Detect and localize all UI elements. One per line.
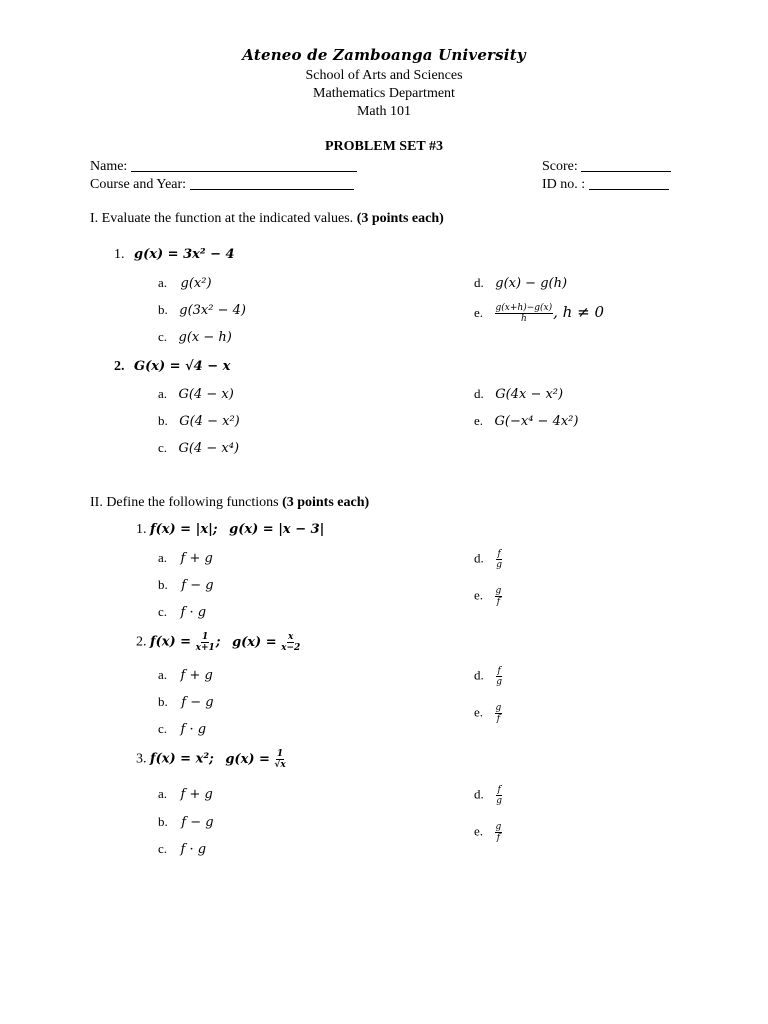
q1-item-e: e. $\frac{g(x+h)-g(x)}{h}$ , h ≠ 0 bbox=[474, 303, 604, 325]
q1-item-c: c. g(x − h) bbox=[158, 329, 232, 345]
page-title: PROBLEM SET #3 bbox=[325, 139, 443, 154]
part1-heading: I. Evaluate the function at the indicated values. (3 points each) bbox=[90, 211, 444, 226]
department-name: Mathematics Department bbox=[313, 86, 455, 101]
p2q2-item-d: d. $\frac{f}{g}$ bbox=[474, 666, 503, 687]
q2-number: 2. bbox=[114, 359, 125, 374]
part2-q2: 2. f(x) = $\frac{1}{x+1}$ ; g(x) = $\frac{x}{x-2}$ bbox=[136, 632, 301, 653]
p2q3-item-d: d. $\frac{f}{g}$ bbox=[474, 785, 503, 806]
course-year-label: Course and Year: bbox=[90, 177, 187, 192]
school-name: School of Arts and Sciences bbox=[305, 68, 463, 83]
part2-heading: II. Define the following functions (3 points each) bbox=[90, 495, 370, 510]
score-field[interactable] bbox=[542, 157, 671, 175]
p2q1-item-d: d. $\frac{f}{g}$ bbox=[474, 549, 503, 570]
q2-item-d: d. G(4x − x²) bbox=[474, 386, 564, 402]
q1-e-fraction: $\frac{g(x+h)-g(x)}{h}$ bbox=[495, 303, 553, 325]
q2-item-e: e. G(−x⁴ − 4x²) bbox=[474, 413, 579, 429]
p2q1-item-a: a. f + g bbox=[158, 550, 213, 566]
p2q2-item-a: a. f + g bbox=[158, 667, 213, 683]
course-year-field[interactable] bbox=[90, 175, 354, 193]
q1-number: 1. bbox=[114, 247, 125, 262]
q1-function: g(x) = 3x² − 4 bbox=[134, 247, 235, 262]
p2q3-item-b: b. f − g bbox=[158, 814, 214, 830]
part1-q1 bbox=[114, 247, 235, 263]
university-name: Ateneo de Zamboanga University bbox=[242, 46, 526, 64]
course-year-blank[interactable] bbox=[190, 175, 354, 190]
q2-item-c: c. G(4 − x⁴) bbox=[158, 440, 240, 456]
q2-function: G(x) = √4 − x bbox=[134, 359, 231, 374]
q2-item-b: b. G(4 − x²) bbox=[158, 413, 240, 429]
score-label: Score: bbox=[542, 159, 578, 174]
name-field[interactable] bbox=[90, 157, 357, 175]
p2q1-item-e: e. $\frac{g}{f}$ bbox=[474, 586, 502, 607]
p2q2-item-b: b. f − g bbox=[158, 694, 214, 710]
name-label: Name: bbox=[90, 159, 128, 174]
p2q3-item-a: a. f + g bbox=[158, 786, 213, 802]
part1-q2 bbox=[114, 359, 230, 375]
name-blank[interactable] bbox=[131, 157, 357, 172]
id-blank[interactable] bbox=[589, 175, 669, 190]
p2q2-item-c: c. f · g bbox=[158, 721, 207, 737]
p2q2-item-e: e. $\frac{g}{f}$ bbox=[474, 703, 502, 724]
id-field[interactable] bbox=[542, 175, 669, 193]
score-blank[interactable] bbox=[581, 157, 671, 172]
p2q3-item-c: c. f · g bbox=[158, 841, 207, 857]
part2-q3: 3. f(x) = x²; g(x) = $\frac{1}{√x}$ bbox=[136, 749, 286, 770]
course-name: Math 101 bbox=[356, 104, 412, 119]
part2-q1: 1. f(x) = |x|; g(x) = |x − 3| bbox=[136, 522, 325, 537]
p2q1-item-c: c. f · g bbox=[158, 604, 207, 620]
q1-item-d: d. g(x) − g(h) bbox=[474, 275, 568, 291]
id-label: ID no. : bbox=[542, 177, 586, 192]
q2-item-a: a. G(4 − x) bbox=[158, 386, 234, 402]
p2q3-item-e: e. $\frac{g}{f}$ bbox=[474, 822, 502, 843]
q1-item-a: a. g(x²) bbox=[158, 275, 212, 291]
q1-item-b: b. g(3x² − 4) bbox=[158, 302, 246, 318]
p2q1-item-b: b. f − g bbox=[158, 577, 214, 593]
